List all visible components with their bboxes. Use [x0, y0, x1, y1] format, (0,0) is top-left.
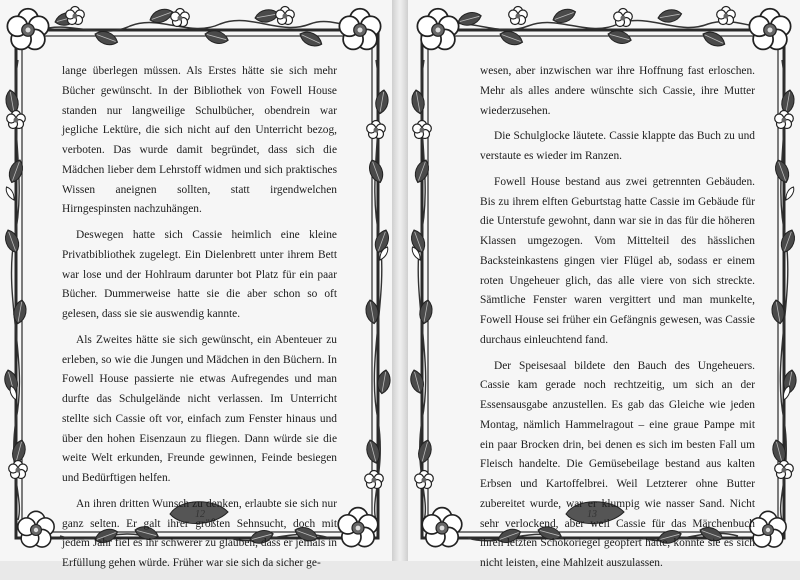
page-number: 12: [195, 509, 205, 520]
paragraph: Die Schulglocke läutete. Cassie klappte das Buch zu und verstaute es wieder im Ranzen.: [480, 130, 755, 162]
left-page-text: [62, 62, 337, 580]
paragraph: An ihren dritten Wunsch zu denken, erlaubte sie sich nur ganz selten. Er galt ihrer größten Sehnsucht, doch mit jedem Jahr fiel es ihr schwerer zu glauben, dass er jemals in Erfüllung gehen würde. Früher war sie sich da sicher ge-: [62, 497, 337, 569]
page-number: 13: [587, 509, 597, 520]
right-page: [408, 0, 800, 569]
paragraph: Fowell House bestand aus zwei getrennten Gebäuden. Bis zu ihrem elften Geburtstag hatte Cassie im Gebäude für die Unterstufe gewohnt, dann war sie in das für die höheren Klassen umgezogen. Vom Mittelteil des hässlichen Backsteinkastens gingen vier Flügel ab, sodass er einem roten Ungeheuer glich, das alle viere von sich streckte. Sämtliche Fenster waren vergittert und man munkelte, Fowell House sei früher ein Gefängnis gewesen, was Cassie durchaus einleuchtend fand.: [480, 175, 755, 346]
paragraph: Als Zweites hätte sie sich gewünscht, ein Abenteuer zu erleben, so wie die Jungen und Mädchen in den Büchern. In Fowell House passierte nie etwas Aufregendes und man durfte das Schulgelände nicht verlassen. Im Unterricht stellte sich Cassie oft vor, einfach zum Fenster hinaus und über den hohen Eisenzaun zu fliegen. Dann würde sie die weite Welt erkunden, Freunde gewinnen, Feinde besiegen und Bedürftigen helfen.: [62, 333, 337, 484]
right-page-text: [480, 62, 755, 580]
paragraph: Der Speisesaal bildete den Bauch des Ungeheuers. Cassie kam gerade noch rechtzeitig, um sich an der Essensausgabe anzustellen. Es gab das Gleiche wie jeden Montag, nämlich Hammelragout – eine graue Pampe mit ein paar Brocken drin, bei denen es sich im besten Fall um Fleisch handelte. Die Gemüsebeilage bestand aus kalten Erbsen und Kartoffelbrei. Weil Letzterer ohne Butter zubereitet wurde, war er klumpig wie nasser Sand. Nicht sehr verlockend, aber weil Cassie für das Märchenbuch ihren letzten Schokoriegel geopfert hatte, konnte sie es sich nicht leisten, eine Mahlzeit auszulassen.: [480, 359, 755, 569]
paragraph: wesen, aber inzwischen war ihre Hoffnung fast erloschen. Mehr als alles andere wünschte sich Cassie, ihre Mutter wiederzusehen.: [480, 65, 755, 117]
book-gutter: [392, 0, 408, 561]
left-page: [0, 0, 392, 569]
paragraph: lange überlegen müssen. Als Erstes hätte sie sich mehr Bücher gewünscht. In der Bibliothek von Fowell House standen nur langweilige Schulbücher, obendrein war jegliche Lektüre, die sich nicht auf den Unterricht bezog, verboten. Das wurde damit begründet, dass sich die Mädchen lieber dem Lehrstoff widmen und sich praktisches Wissen aneignen sollten, statt irgendwelchen Hirngespinsten nachzuhängen.: [62, 65, 337, 216]
paragraph: Deswegen hatte sich Cassie heimlich eine kleine Privatbibliothek zugelegt. Ein Dielenbrett unter ihrem Bett war lose und der Hohlraum darunter bot Platz für ein paar Bücher. Dummerweise hatte sie die aber schon so oft gelesen, dass sie sie auswendig kannte.: [62, 229, 337, 320]
